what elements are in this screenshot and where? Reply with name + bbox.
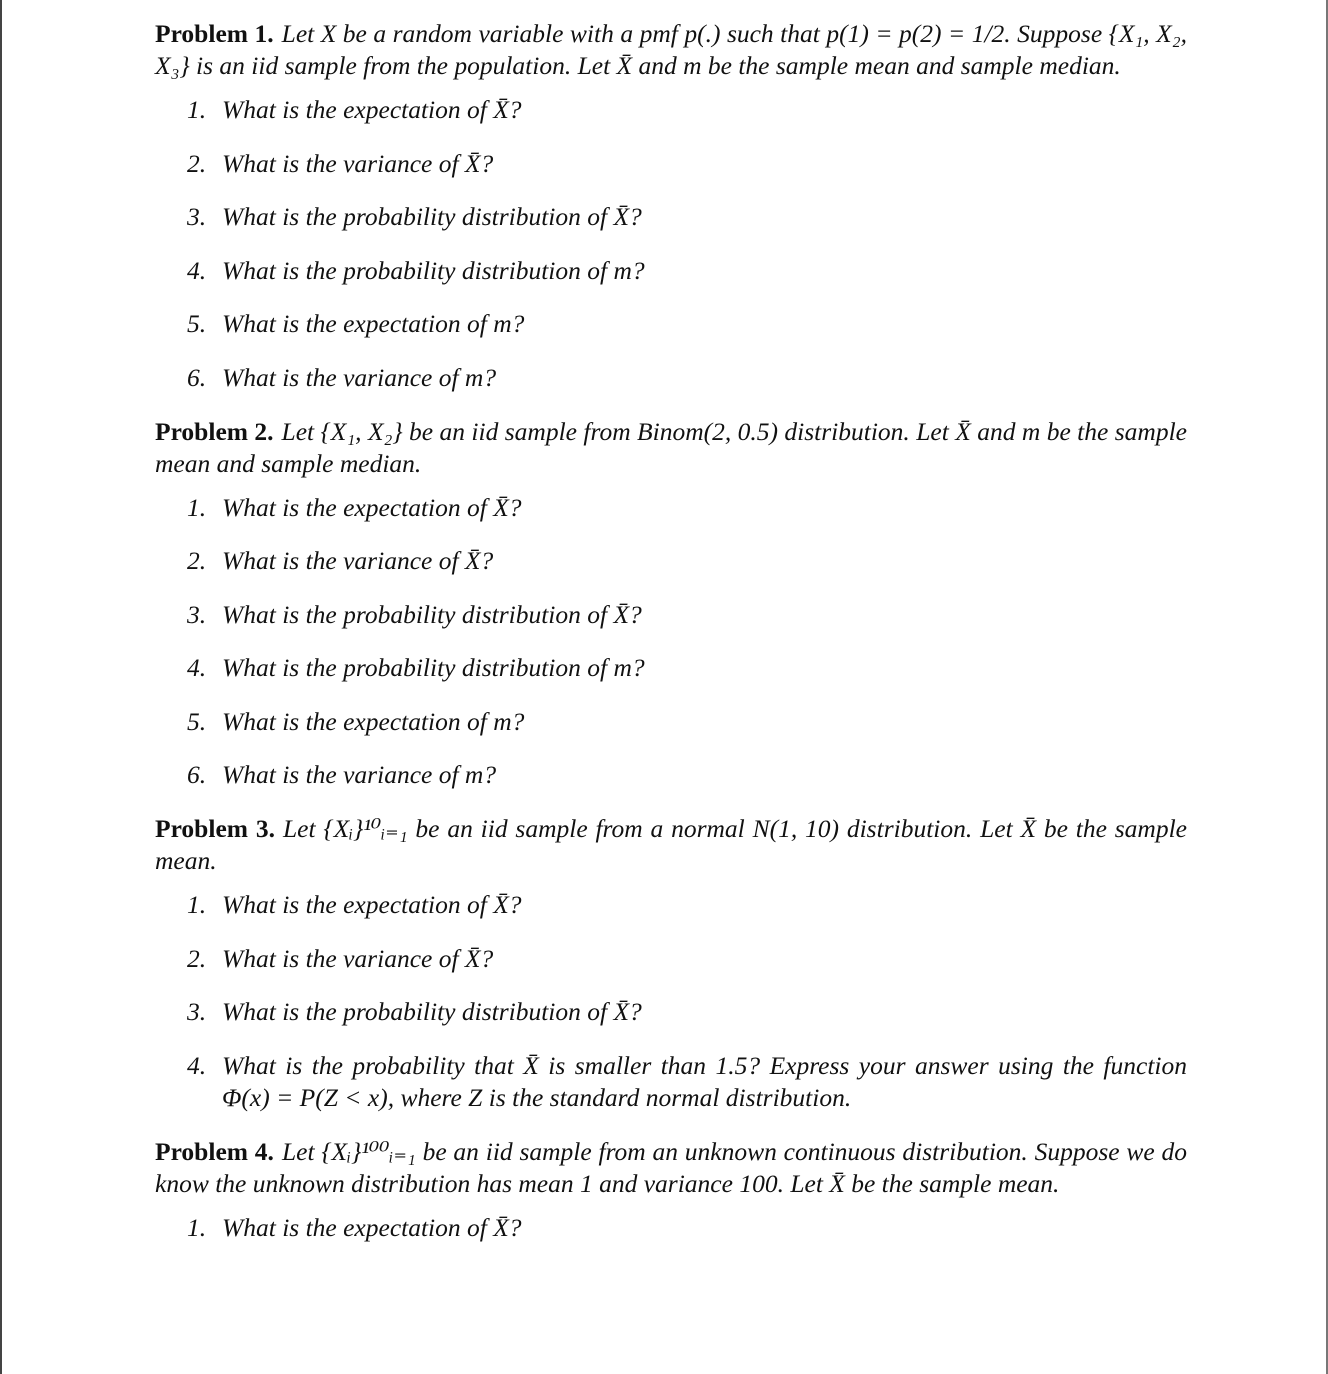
question-number: 4. bbox=[187, 653, 207, 682]
problem-1 bbox=[155, 18, 1187, 394]
problem-4-questions bbox=[155, 1212, 1187, 1244]
question-item bbox=[155, 545, 1187, 577]
question-text: What is the expectation of X̄? bbox=[222, 1212, 522, 1242]
problem-1-heading: Problem 1. bbox=[155, 19, 274, 48]
question-text: What is the expectation of X̄? bbox=[222, 890, 522, 919]
question-text: What is the variance of X̄? bbox=[222, 148, 494, 178]
question-number: 1. bbox=[187, 95, 207, 124]
question-text: What is the variance of m? bbox=[222, 760, 497, 789]
question-number: 5. bbox=[187, 706, 207, 736]
question-number: 2. bbox=[187, 148, 207, 178]
question-item bbox=[155, 1212, 1187, 1244]
question-item bbox=[155, 706, 1187, 738]
problem-3-questions bbox=[155, 889, 1187, 1114]
question-number: 6. bbox=[187, 760, 207, 789]
question-item bbox=[155, 362, 1187, 394]
question-text: What is the probability distribution of X̄? bbox=[222, 599, 642, 629]
problem-3 bbox=[155, 813, 1187, 1114]
question-text: What is the probability distribution of m? bbox=[222, 255, 645, 285]
question-item bbox=[155, 759, 1187, 791]
question-text: What is the expectation of m? bbox=[222, 706, 525, 736]
problem-1-statement: Let X be a random variable with a pmf p(.) such that p(1) = p(2) = 1/2. Suppose {X₁, X₂, X₃} is an iid sample from the population. Let X̄ and m be the sample mean and sample median. bbox=[155, 19, 1187, 80]
problem-2-intro bbox=[155, 416, 1187, 480]
question-text: What is the variance of X̄? bbox=[222, 546, 494, 575]
problem-1-questions bbox=[155, 94, 1187, 394]
problem-4-heading: Problem 4. bbox=[155, 1136, 274, 1166]
question-item bbox=[155, 94, 1187, 126]
problem-1-intro bbox=[155, 18, 1187, 82]
question-item bbox=[155, 652, 1187, 684]
question-text: What is the expectation of X̄? bbox=[222, 492, 522, 522]
question-item bbox=[155, 1050, 1187, 1114]
problem-3-intro bbox=[155, 813, 1187, 877]
question-number: 1. bbox=[187, 890, 207, 919]
page-left-edge bbox=[0, 0, 2, 1374]
question-item bbox=[155, 255, 1187, 287]
question-item bbox=[155, 996, 1187, 1028]
question-item bbox=[155, 943, 1187, 975]
problem-3-statement: Let {Xᵢ}¹⁰ᵢ₌₁ be an iid sample from a normal N(1, 10) distribution. Let X̄ be the sample mean. bbox=[155, 814, 1187, 875]
question-text: What is the variance of m? bbox=[222, 362, 497, 392]
question-number: 2. bbox=[187, 943, 207, 973]
question-text: What is the probability distribution of X̄? bbox=[222, 997, 642, 1026]
problem-4-statement: Let {Xᵢ}¹⁰⁰ᵢ₌₁ be an iid sample from an unknown continuous distribution. Suppose we do know the unknown distribution has mean 1 and variance 100. Let X̄ be the sample mean. bbox=[155, 1136, 1187, 1198]
question-text: What is the probability that X̄ is smaller than 1.5? Express your answer using the function Φ(x) = P(Z < x), where Z is the standard normal distribution. bbox=[222, 1050, 1187, 1112]
problem-4-intro bbox=[155, 1136, 1187, 1200]
question-item bbox=[155, 308, 1187, 340]
question-item bbox=[155, 889, 1187, 921]
question-number: 1. bbox=[187, 1212, 207, 1242]
question-item bbox=[155, 492, 1187, 524]
question-number: 2. bbox=[187, 546, 207, 575]
problem-2-heading: Problem 2. bbox=[155, 416, 274, 446]
question-number: 5. bbox=[187, 309, 207, 338]
question-number: 3. bbox=[187, 202, 207, 231]
question-number: 1. bbox=[187, 492, 207, 522]
problem-2-questions bbox=[155, 492, 1187, 792]
question-number: 4. bbox=[187, 1050, 207, 1080]
question-text: What is the variance of X̄? bbox=[222, 943, 494, 973]
question-item bbox=[155, 599, 1187, 631]
document-page bbox=[155, 18, 1187, 1266]
problem-4 bbox=[155, 1136, 1187, 1244]
question-number: 4. bbox=[187, 255, 207, 285]
question-text: What is the probability distribution of X̄? bbox=[222, 202, 642, 231]
question-number: 3. bbox=[187, 599, 207, 629]
problem-2 bbox=[155, 416, 1187, 792]
question-number: 3. bbox=[187, 997, 207, 1026]
question-item bbox=[155, 148, 1187, 180]
question-text: What is the probability distribution of m? bbox=[222, 653, 645, 682]
problem-2-statement: Let {X₁, X₂} be an iid sample from Binom(2, 0.5) distribution. Let X̄ and m be the sample mean and sample median. bbox=[155, 416, 1187, 478]
problem-3-heading: Problem 3. bbox=[155, 814, 275, 843]
question-text: What is the expectation of m? bbox=[222, 309, 525, 338]
question-text: What is the expectation of X̄? bbox=[222, 95, 522, 124]
question-number: 6. bbox=[187, 362, 207, 392]
question-item bbox=[155, 201, 1187, 233]
